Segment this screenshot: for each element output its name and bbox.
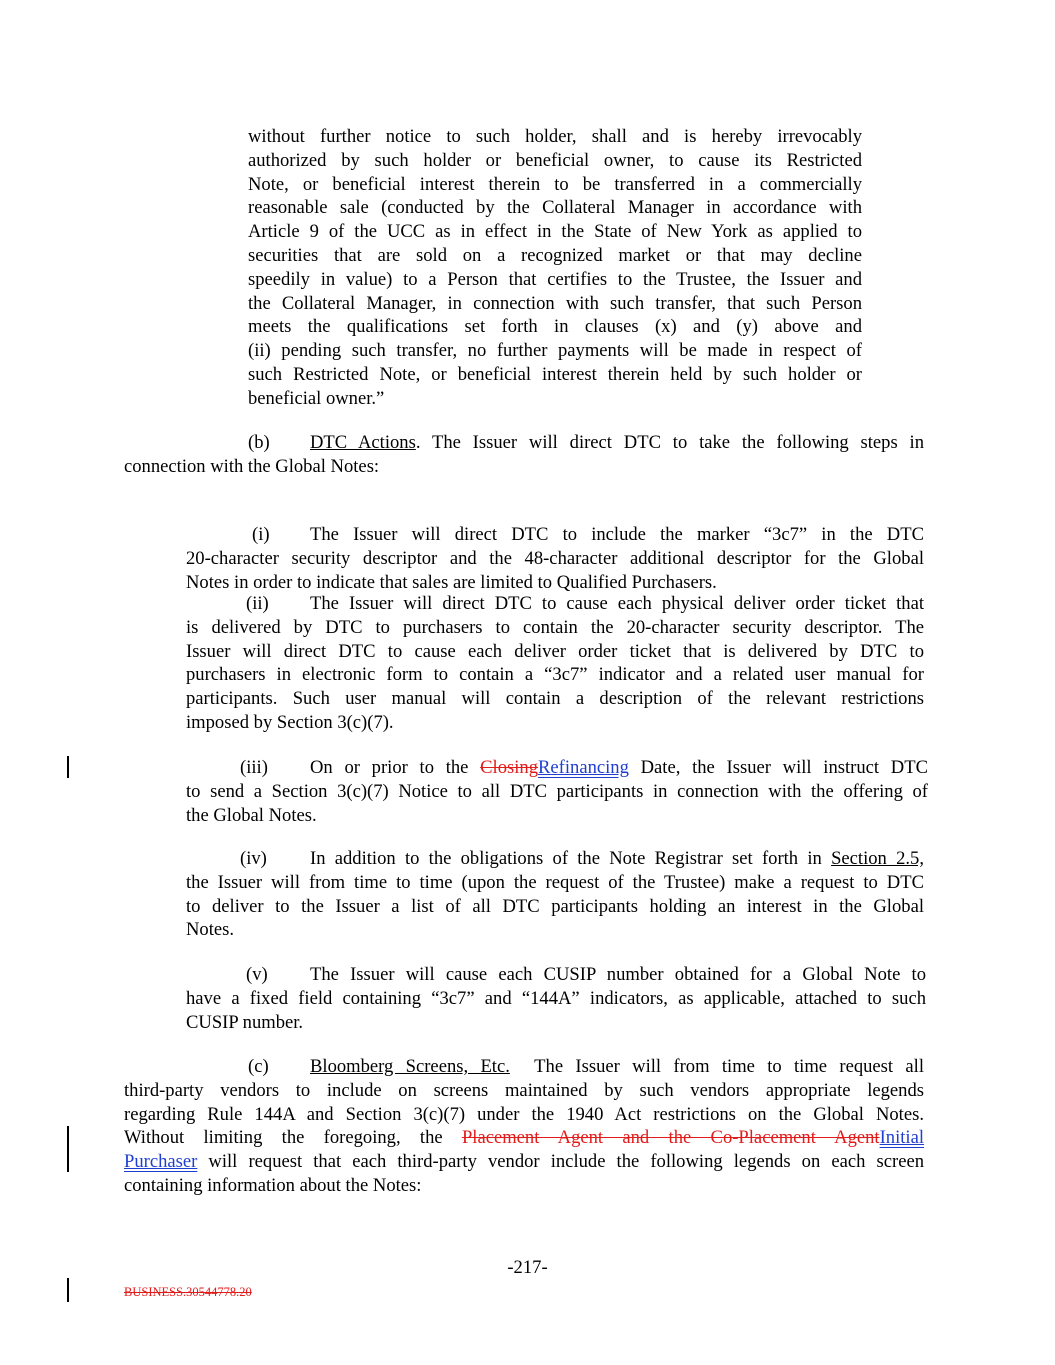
- quote-block: [248, 125, 862, 411]
- text-line: [186, 592, 924, 616]
- text-line: containing information about the Notes:: [124, 1174, 422, 1196]
- item-label: (i): [252, 524, 270, 545]
- text-line: Notes in order to indicate that sales are limited to Qualified Purchasers.: [186, 571, 717, 593]
- section-label: (c): [248, 1056, 269, 1077]
- text-run: Date, the Issuer will instruct DTC: [628, 757, 928, 778]
- text-line: speedily in value) to a Person that certifies to the Trustee, the Issuer and: [248, 268, 862, 290]
- section-b: [124, 431, 924, 479]
- section-heading: Bloomberg Screens, Etc.: [310, 1056, 510, 1077]
- text-line: [186, 963, 926, 987]
- text-line: third-party vendors to include on screens maintained by such vendors appropriate legends: [124, 1079, 924, 1101]
- text-line: Article 9 of the UCC as in effect in the State of New York as applied to: [248, 221, 862, 243]
- item-label: (v): [246, 964, 268, 985]
- item-i: [186, 523, 924, 594]
- inserted-text: Initial: [879, 1127, 924, 1149]
- text-line: is delivered by DTC to purchasers to contain the 20-character security descriptor. The: [186, 616, 924, 638]
- text-run: The Issuer will from time to time request all: [509, 1056, 924, 1077]
- text-line: [124, 1055, 924, 1079]
- text-line: 20-character security descriptor and the 48-character additional descriptor for the Global: [186, 547, 924, 569]
- text-line: imposed by Section 3(c)(7).: [186, 711, 394, 733]
- text-line: the Collateral Manager, in connection with such transfer, that such Person: [248, 292, 862, 314]
- section-c: [124, 1055, 924, 1198]
- change-bar: [67, 756, 69, 778]
- text-run: will request that each third-party vendor include the following legends on each screen: [197, 1151, 924, 1173]
- text-run: The Issuer will direct DTC to include the marker “3c7” in the DTC: [310, 524, 924, 545]
- text-line: the Issuer will from time to time (upon the request of the Trustee) make a request to DTC: [186, 871, 924, 893]
- text-run: On or prior to the: [310, 757, 481, 778]
- inserted-text: Purchaser: [124, 1151, 198, 1173]
- item-iii: [186, 756, 928, 827]
- text-line: Notes.: [186, 919, 235, 941]
- text-line: without further notice to such holder, shall and is hereby irrevocably: [248, 126, 862, 147]
- text-line: reasonable sale (conducted by the Collateral Manager in accordance with: [248, 197, 862, 219]
- text-line: to deliver to the Issuer a list of all DTC participants holding an interest in the Global: [186, 895, 924, 917]
- text-line: participants. Such user manual will contain a description of the relevant restrictions: [186, 688, 924, 710]
- text-line: [124, 431, 924, 455]
- item-label: (iii): [240, 757, 268, 778]
- text-line: [186, 847, 924, 871]
- text-line: to send a Section 3(c)(7) Notice to all DTC participants in connection with the offering of: [186, 780, 928, 802]
- item-ii: [186, 592, 924, 735]
- text-line: beneficial owner.”: [248, 387, 385, 409]
- section-label: (b): [248, 432, 270, 453]
- item-label: (iv): [240, 848, 267, 869]
- text-line: regarding Rule 144A and Section 3(c)(7) under the 1940 Act restrictions on the Global Notes.: [124, 1103, 924, 1125]
- text-line: purchasers in electronic form to contain a “3c7” indicator and a related user manual for: [186, 664, 924, 686]
- footer-doc-id: BUSINESS.30544778.20: [124, 1285, 252, 1299]
- change-bar: [67, 1278, 69, 1302]
- item-label: (ii): [246, 593, 269, 614]
- text-line: [124, 1126, 924, 1150]
- item-iv: [186, 847, 924, 942]
- text-run: . The Issuer will direct DTC to take the following steps in: [415, 432, 924, 453]
- text-line: [186, 756, 928, 780]
- text-line: the Global Notes.: [186, 804, 317, 826]
- deleted-text: Closing: [480, 757, 539, 778]
- text-line: connection with the Global Notes:: [124, 455, 380, 477]
- text-line: Issuer will direct DTC to cause each deliver order ticket that is delivered by DTC to: [186, 640, 924, 662]
- item-v: [186, 963, 926, 1034]
- text-line: [124, 1150, 924, 1174]
- text-line: authorized by such holder or beneficial owner, to cause its Restricted: [248, 149, 862, 171]
- text-line: [186, 523, 924, 547]
- page-number: -217-: [507, 1257, 548, 1278]
- text-line: Note, or beneficial interest therein to be transferred in a commercially: [248, 173, 862, 195]
- text-run: The Issuer will direct DTC to cause each physical deliver order ticket that: [310, 593, 924, 614]
- text-run: The Issuer will cause each CUSIP number obtained for a Global Note to: [310, 964, 926, 985]
- text-run: Without limiting the foregoing, the: [124, 1127, 462, 1149]
- text-line: (ii) pending such transfer, no further payments will be made in respect of: [248, 340, 862, 362]
- text-line: CUSIP number.: [186, 1011, 304, 1033]
- inserted-text: Refinancing: [538, 757, 629, 778]
- text-run: In addition to the obligations of the Note Registrar set forth in: [310, 848, 832, 869]
- text-line: such Restricted Note, or beneficial interest therein held by such holder or: [248, 363, 862, 385]
- text-line: meets the qualifications set forth in clauses (x) and (y) above and: [248, 316, 862, 338]
- text-line: have a fixed field containing “3c7” and “144A” indicators, as applicable, attached to such: [186, 987, 926, 1009]
- change-bar: [67, 1126, 69, 1172]
- text-line: securities that are sold on a recognized market or that may decline: [248, 244, 862, 266]
- deleted-text: Placement Agent and the Co-Placement Agent: [461, 1127, 880, 1149]
- section-heading: DTC Actions: [310, 432, 416, 453]
- section-reference: Section 2.5,: [831, 848, 924, 869]
